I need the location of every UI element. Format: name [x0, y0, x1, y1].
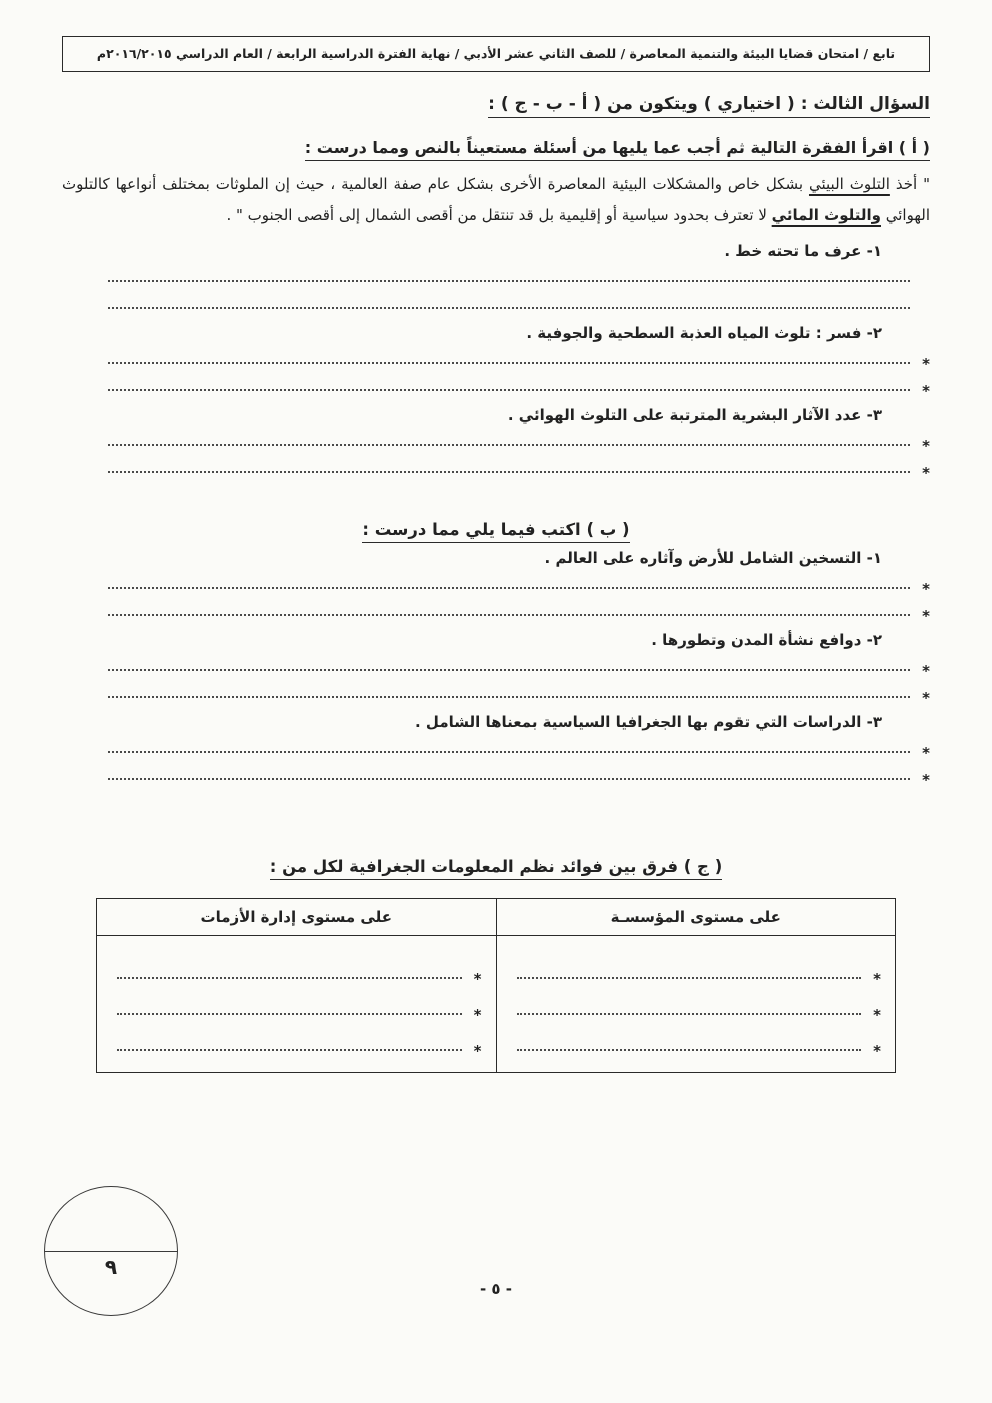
- dotted-line: [108, 669, 910, 671]
- answer-line: [108, 451, 930, 482]
- table-header-crisis: على مستوى إدارة الأزمات: [97, 898, 497, 935]
- answer-line: [117, 984, 482, 1024]
- dotted-line: [117, 1013, 462, 1015]
- dotted-line: [108, 444, 910, 446]
- section-c-title: [62, 857, 930, 876]
- dotted-line: [117, 1049, 462, 1051]
- answer-star: *: [922, 381, 930, 400]
- answer-star: *: [873, 969, 881, 988]
- question-3-title: [62, 94, 930, 114]
- answer-line: [108, 287, 930, 314]
- answer-star: *: [922, 463, 930, 482]
- answer-star: *: [922, 661, 930, 680]
- answer-line: [517, 948, 882, 988]
- table-cell-crisis: [97, 935, 497, 1072]
- page-content: [62, 0, 930, 1073]
- question-a2-answers: [62, 342, 930, 400]
- answer-star: *: [922, 770, 930, 789]
- answer-line: [108, 731, 930, 762]
- question-b1-label: ١- التسخين الشامل للأرض وآثاره على العالم .: [544, 548, 882, 567]
- answer-line: [108, 342, 930, 373]
- question-b2-label: ٢- دوافع نشأة المدن وتطورها .: [651, 630, 882, 649]
- section-b-title: [62, 520, 930, 539]
- answer-line: [108, 567, 930, 598]
- answer-line: [108, 369, 930, 400]
- answer-line: [108, 649, 930, 680]
- dotted-line: [108, 307, 910, 309]
- table-header-institution: على مستوى المؤسسـة: [496, 898, 896, 935]
- question-b2-answers: [62, 649, 930, 707]
- dotted-line: [108, 614, 910, 616]
- section-c-title-text: ( ج ) فرق بين فوائد نظم المعلومات الجغرافية لكل من :: [270, 857, 723, 880]
- exam-header: تابع / امتحان قضايا البيئة والتنمية المعاصرة / للصف الثاني عشر الأدبي / نهاية الفترة الدراسية الرابعة / العام الدراسي ٢٠١٦/٢٠١٥م: [62, 36, 930, 72]
- table-header-row: [97, 898, 896, 935]
- dotted-line: [108, 751, 910, 753]
- question-a2-label: ٢- فسر : تلوث المياه العذبة السطحية والجوفية .: [526, 323, 882, 342]
- dotted-line: [517, 977, 862, 979]
- answer-star: *: [922, 688, 930, 707]
- dotted-line: [108, 778, 910, 780]
- answer-star: *: [922, 436, 930, 455]
- section-a-title: [62, 138, 930, 157]
- answer-line: [517, 1020, 882, 1060]
- answer-star: *: [473, 1041, 482, 1060]
- stamp-number: ٩: [104, 1254, 118, 1279]
- dotted-line: [108, 280, 910, 282]
- question-a1-label: ١- عرف ما تحته خط .: [724, 241, 882, 260]
- dotted-line: [108, 696, 910, 698]
- question-b1-answers: [62, 567, 930, 625]
- answer-star: *: [873, 1005, 881, 1024]
- section-a-title-text: ( أ ) اقرأ الفقرة التالية ثم أجب عما يليها من أسئلة مستعيناً بالنص ومما درست :: [305, 138, 930, 161]
- answer-star: *: [873, 1041, 881, 1060]
- answer-line: [108, 676, 930, 707]
- page-stamp-circle: [44, 1186, 178, 1316]
- table-body-row: [97, 935, 896, 1072]
- comparison-table: [96, 898, 896, 1073]
- page-number: - ٥ -: [479, 1280, 513, 1298]
- answer-line: [117, 948, 482, 988]
- question-a3-answers: [62, 424, 930, 482]
- answer-line: [108, 758, 930, 789]
- stamp-divider-line: [45, 1251, 177, 1252]
- dotted-line: [108, 471, 910, 473]
- answer-line: [108, 594, 930, 625]
- answer-star: *: [922, 743, 930, 762]
- dotted-line: [117, 977, 462, 979]
- answer-star: *: [473, 1005, 482, 1024]
- dotted-line: [517, 1049, 862, 1051]
- dotted-line: [108, 389, 910, 391]
- answer-line: [517, 984, 882, 1024]
- section-b-title-text: ( ب ) اكتب فيما يلي مما درست :: [362, 520, 629, 543]
- dotted-line: [517, 1013, 862, 1015]
- question-a3-label: ٣- عدد الآثار البشرية المترتبة على التلوث الهوائي .: [507, 405, 882, 424]
- question-a1-answers: [62, 260, 930, 314]
- dotted-line: [108, 362, 910, 364]
- answer-line: [108, 424, 930, 455]
- answer-line: [117, 1020, 482, 1060]
- answer-star: *: [922, 579, 930, 598]
- answer-line: [108, 260, 930, 287]
- answer-star: *: [922, 606, 930, 625]
- question-b3-label: ٣- الدراسات التي تقوم بها الجغرافيا السياسية بمعناها الشامل .: [415, 712, 882, 731]
- reading-passage: " أخذ التلوث البيئي بشكل خاص والمشكلات البيئية المعاصرة الأخرى بشكل عام صفة العالمية ، حيث إن الملوثات بمختلف أنواعها كالتلوث الهوائي والتلوث المائي لا تعترف بحدود سياسية أو إقليمية بل قد تنتقل من أقصى الشمال إلى أقصى الجنوب " .: [62, 174, 931, 224]
- dotted-line: [108, 587, 910, 589]
- table-cell-institution: [496, 935, 896, 1072]
- answer-star: *: [922, 354, 930, 373]
- question-b3-answers: [62, 731, 930, 789]
- answer-star: *: [473, 969, 482, 988]
- question-3-title-text: السؤال الثالث : ( اختياري ) ويتكون من ( أ - ب - ج ) :: [488, 94, 930, 118]
